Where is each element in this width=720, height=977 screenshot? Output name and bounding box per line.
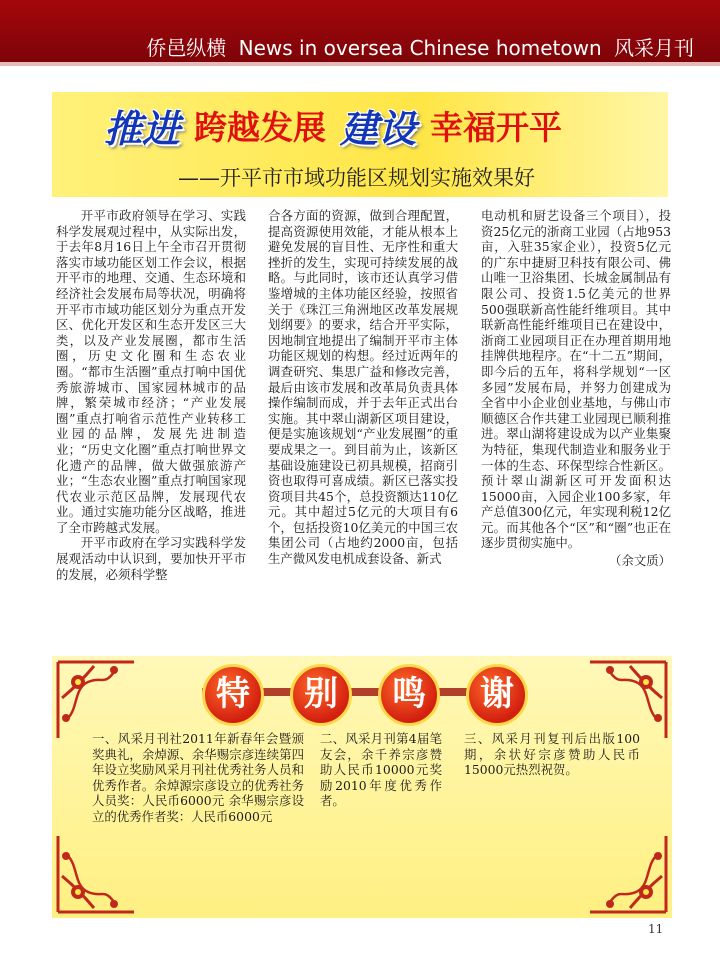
headline-word-2: 跨越发展 xyxy=(194,108,327,147)
article-column-3 xyxy=(481,208,671,569)
floral-corner-icon xyxy=(586,832,670,916)
headline-word-3: 建设 xyxy=(340,107,417,151)
thanks-item-2: 二、风采月刊第4届笔友会，余千养宗彦赞助人民币10000元奖励2010年度优秀作者。 xyxy=(320,731,442,809)
article-column-1 xyxy=(56,208,246,582)
section-name-en: News in oversea Chinese hometown xyxy=(238,36,602,60)
article-paragraph: 开平市政府领导在学习、实践科学发展观过程中，从实际出发，于去年8月16日上午全市召开贯彻落实市域功能区划工作会议，根据开平市的地理、交通、生态环境和经济社会发展布局等状况，明确将开平市市域功能区划分为重点开发区、优化开发区和生态开发区三大类，以及产业发展圈，都市生活圈，历史文化圈和生态农业圈。“都市生活圈”重点打响中国优秀旅游城市、国家园林城市的品牌，繁荣城市经济；“产业发展圈”重点打响省示范性产业转移工业园的品牌，发展先进制造业；“历史文化圈”重点打响世界文化遗产的品牌，做大做强旅游产业；“生态农业圈”重点打响国家现代农业示范区品牌，发展现代农业。通过实施功能分区战略，推进了全市跨越式发展。 xyxy=(56,208,246,535)
header-divider xyxy=(0,62,720,66)
header-band xyxy=(0,0,720,62)
thanks-char-badge: 特 xyxy=(202,664,264,726)
special-thanks-box xyxy=(52,656,672,918)
floral-corner-icon xyxy=(54,658,138,742)
article-title-block xyxy=(52,92,668,197)
header-text xyxy=(140,32,694,61)
headline-word-4: 幸福开平 xyxy=(430,108,563,147)
article-subtitle: ——开平市市域功能区规划实施效果好 xyxy=(178,166,535,190)
thanks-char-badge: 谢 xyxy=(466,664,528,726)
section-name-cn: 侨邑纵横 xyxy=(146,36,227,60)
article-paragraph: 开平市政府在学习实践科学发展观活动中认识到，要加快开平市的发展，必须科学整 xyxy=(56,535,246,582)
article-paragraph: 电动机和厨艺设备三个项目），投资25亿元的浙商工业园（占地953亩，入驻35家企业），投资5亿元的广东中捷厨卫科技有限公司、佛山唯一卫浴集团、长城金属制品有限公司、投资1.5亿美元的世界500强联新高性能纤维项目。其中联新高性能纤维项目已在建设中，浙商工业园项目正在办理首期用地挂牌供地程序。在“十二五”期间，即今后的五年，将科学规划“一区多园”发展布局，并努力创建成为全省中小企业创业基地，与佛山市顺德区合作共建工业园现已顺利推进。翠山湖将建设成为以产业集聚为特征，集现代制造业和服务业于一体的生态、环保型综合性新区。预计翠山湖新区可开发面积达15000亩，入园企业100多家，年产总值300亿元，年实现利税12亿元。而其他各个“区”和“圈”也正在逐步贯彻实施中。 xyxy=(481,208,671,551)
thanks-item-3: 三、风采月刊复刊后出版100期，余状好宗彦赞助人民币15000元热烈祝贺。 xyxy=(464,731,640,778)
thanks-item-1: 一、风采月刊社2011年新春年会暨颁奖典礼，余焯源、余华赐宗彦连续第四年设立奖励风采月刊社优秀社务人员和优秀作者。余焯源宗彦设立的优秀社务人员奖：人民币6000元 余华赐宗彦设立的优秀作者奖：人民币6000元 xyxy=(92,731,304,824)
page-number: 11 xyxy=(648,922,664,936)
floral-corner-icon xyxy=(586,658,670,742)
floral-corner-icon xyxy=(54,832,138,916)
magazine-name: 风采月刊 xyxy=(614,36,694,60)
thanks-char-badge: 别 xyxy=(290,664,352,726)
thanks-char-badge: 鸣 xyxy=(378,664,440,726)
special-thanks-heading xyxy=(202,664,532,728)
article-paragraph: 合各方面的资源，做到合理配置，提高资源使用效能，才能从根本上避免发展的盲目性、无序性和重大挫折的发生，实现可持续发展的战略。与此同时，该市还认真学习借鉴增城的主体功能区经验，按照省关于《珠江三角洲地区改革发展规划纲要》的要求，结合开平实际，因地制宜地提出了编制开平市主体功能区规划的构想。经过近两年的调查研究、集思广益和修改完善，最后由该市发展和改革局负责具体操作编制而成，并于去年正式出台实施。其中翠山湖新区项目建设，便是实施该规划“产业发展圈”的重要成果之一。到目前为止，该新区基础设施建设已初具规模，招商引资也取得可喜成绩。新区已落实投资项目共45个，总投资额达110亿元。其中超过5亿元的大项目有6个，包括投资10亿美元的中国三农集团公司（占地约2000亩，包括生产微风发电机成套设备、新式 xyxy=(268,208,458,567)
article-headline xyxy=(104,98,562,153)
article-body xyxy=(56,208,674,648)
headline-word-1: 推进 xyxy=(104,107,181,151)
article-column-2 xyxy=(268,208,458,567)
article-author: （余文质） xyxy=(609,553,671,569)
